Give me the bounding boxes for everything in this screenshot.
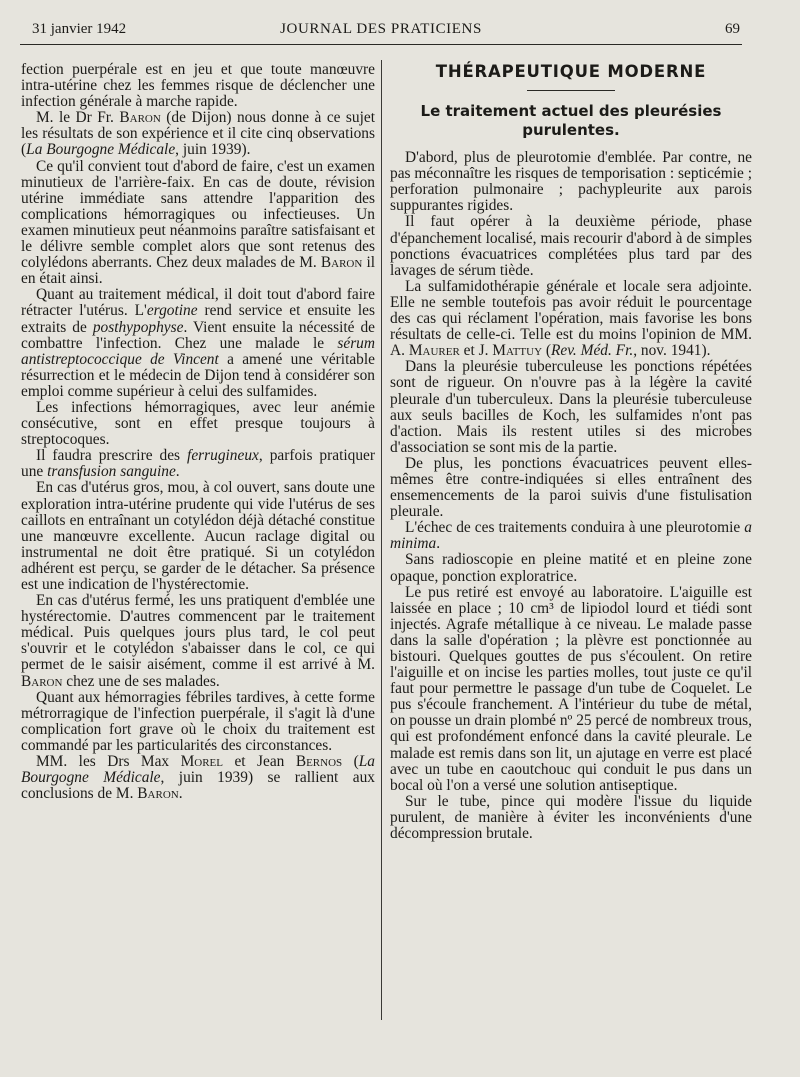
treatment-name: ferrugineux	[187, 447, 259, 465]
paragraph: Quant au traitement médical, il doit tout d'abord faire rétracter l'utérus. L'ergotine rend service et ensuite les extraits de posthypophyse. Vient ensuite la nécessité de combattre l'infection. Chez une malade le sérum antistreptococcique de Vincent a amené une véritable résurrection et le médecin de Dijon tend à considérer son emploi comme supérieur à celui des sulfamides.	[21, 286, 375, 400]
author-name: Bernos	[295, 753, 343, 771]
author-name: Maurer	[408, 342, 460, 360]
right-column	[390, 62, 752, 842]
paragraph: Le pus retiré est envoyé au laboratoire. L'aiguille est laissée en place ; 10 cm³ de lipiodol lourd et tiédi sont injectés. Agrafe métallique à ce niveau. Le malade passe dans la salle d'opération ; la plèvre est ponctionnée au bistouri. Quelques gouttes de pus s'écoulent. On retire l'aiguille et on incise les parties molles, tout juste ce qu'il faut pour permettre le passage d'un tube de Coquelet. Le pus s'écoule franchement. A l'intérieur du tube de métal, on pousse un drain plombé nº 25 percé de nombreux trous, qui est profondément enfoncé dans la cavité pleurale. Le malade est remis dans son lit, un ajutage en verre est placé avec un tube en caoutchouc qui conduit le pus dans un bocal où l'on a versé une solution antiseptique.	[390, 583, 752, 794]
title-rule	[527, 90, 615, 91]
author-name: Baron	[320, 254, 363, 272]
author-name: Mattuy	[492, 342, 543, 360]
paragraph: MM. les Drs Max Morel et Jean Bernos (La Bourgogne Médicale, juin 1939) se rallient aux conclusions de M. Baron.	[21, 753, 375, 803]
column-divider	[381, 60, 382, 1020]
paragraph: Quant aux hémorragies fébriles tardives, à cette forme métrorragique de l'infection puerpérale, il s'agit là d'une complication fort grave où le choix du traitement est commandé par les particularités des circonstances.	[21, 688, 375, 754]
paragraph: Il faut opérer à la deuxième période, phase d'épanchement localisé, mais recourir d'abord à de simples ponctions évacuatrices complétées plus tard par des lavages de sérum tiède.	[390, 213, 752, 279]
paragraph: Sans radioscopie en pleine matité et en pleine zone opaque, ponction exploratrice.	[390, 551, 752, 585]
paragraph: En cas d'utérus fermé, les uns pratiquent d'emblée une hystérectomie. D'autres commencent par le traitement médical. Puis quelques jours plus tard, le col peut s'ouvrir et le cotylédon s'abaisser dans le col, ce qui permet de le saisir aisément, comme il est arrivé à M. Baron chez une de ses malades.	[21, 592, 375, 690]
journal-citation: Rev. Méd. Fr.	[551, 342, 634, 360]
paragraph: D'abord, plus de pleurotomie d'emblée. Par contre, ne pas méconnaître les risques de temporisation : septicémie ; perforation pulmonaire ; pachypleurite aux parois suppurantes rigides.	[390, 149, 752, 215]
author-name: Baron	[21, 672, 63, 690]
section-title: THÉRAPEUTIQUE MODERNE	[435, 62, 707, 81]
author-name: Baron	[119, 109, 161, 127]
drug-name: posthypophyse	[92, 318, 184, 336]
drug-name: sérum antistreptococcique de Vincent	[21, 334, 375, 368]
paragraph: La sulfamidothérapie générale et locale sera adjointe. Elle ne semble toutefois pas avoir réduit le pourcentage des cas qui réclament l'opération, mais favorise les bons résultats de celle-ci. Telle est du moins l'opinion de MM. A. Maurer et J. Mattuy (Rev. Méd. Fr., nov. 1941).	[390, 277, 752, 360]
paragraph: En cas d'utérus gros, mou, à col ouvert, sans doute une exploration intra-utérine prudente qui vide l'utérus de ses caillots en entraînant un cotylédon déjà détaché constitue une manœuvre excellente. Aucun raclage digital ou instrumental ne doit être pratiqué. Si un cotylédon adhérent est perçu, se garder de le détacher. Sa présence est une indication de l'hystérectomie.	[21, 479, 375, 593]
paragraph: L'échec de ces traitements conduira à une pleurotomie a minima.	[390, 519, 752, 553]
paragraph: Il faudra prescrire des ferrugineux, parfois pratiquer une transfusion sanguine.	[21, 447, 375, 481]
paragraph: Sur le tube, pince qui modère l'issue du liquide purulent, de manière à éviter les inconvénients d'une décompression brutale.	[390, 792, 752, 843]
paragraph: Ce qu'il convient tout d'abord de faire, c'est un examen minutieux de l'arrière-faix. En cas de doute, révision utérine immédiate sans attendre l'apparition des complications hémorragiques ou infectieuses. Un examen minutieux peut néanmoins paraître satisfaisant et le délivre semble complet alors que sont retenus des colylédons aberrants. Chez deux malades de M. Baron il en était ainsi.	[21, 157, 375, 288]
paragraph: Dans la pleurésie tuberculeuse les ponctions répétées sont de rigueur. On n'ouvre pas à la légère la cavité pleurale d'un tuberculeux. Dans la pleurésie tuberculeuse aux seuls bacilles de Koch, les sulfamides n'ont pas d'action. Mais ils restent utiles si des microbes d'association se sont mis de la partie.	[390, 358, 752, 456]
article-title: Le traitement actuel des pleurésies purulentes.	[420, 102, 722, 140]
author-name: Baron	[137, 785, 179, 803]
paragraph: Les infections hémorragiques, avec leur anémie consécutive, sont en effet presque toujours à streptocoques.	[21, 398, 375, 449]
paragraph: fection puerpérale est en jeu et que toute manœuvre intra-utérine chez les femmes risque de déclencher une infection générale à marche rapide.	[21, 61, 375, 111]
drug-name: ergotine	[146, 302, 198, 320]
paragraph: De plus, les ponctions évacuatrices peuvent elles-mêmes être contre-indiquées si elles entraînent des ensemencements de la paroi suivis d'une fistulisation pleurale.	[390, 454, 752, 521]
journal-citation: La Bourgogne Médicale	[26, 141, 176, 159]
left-column	[21, 62, 375, 802]
treatment-name: transfusion sanguine	[47, 463, 176, 481]
page-header	[20, 16, 742, 45]
paragraph: M. le Dr Fr. Baron (de Dijon) nous donne à ce sujet les résultats de son expérience et il cite cinq observations (La Bourgogne Médicale, juin 1939).	[21, 109, 375, 159]
author-name: Morel	[180, 753, 223, 771]
journal-title: JOURNAL DES PRATICIENS	[280, 21, 482, 37]
header-date: 31 janvier 1942	[32, 21, 127, 37]
journal-citation: La Bourgogne Médicale	[21, 753, 375, 787]
page-number: 69	[725, 21, 740, 37]
latin-term: a minima	[390, 519, 752, 553]
